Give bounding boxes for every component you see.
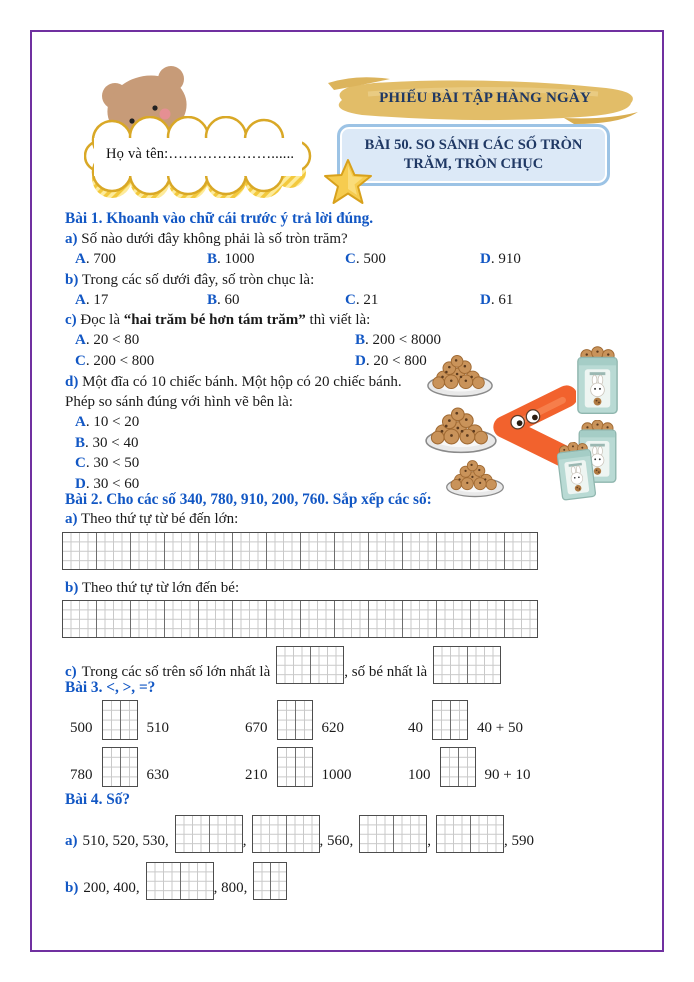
answer-grid-box — [146, 862, 214, 900]
option: D. 61 — [480, 291, 514, 308]
option: C. 500 — [345, 251, 386, 268]
option: D. 20 < 800 — [355, 353, 427, 370]
question-1c-text-suffix: thì viết là: — [305, 312, 371, 329]
compare-item: 100 90 + 10 — [408, 747, 643, 787]
answer-grid-box — [440, 747, 476, 787]
option: A. 700 — [75, 251, 116, 268]
answer-grid-box — [253, 862, 287, 900]
answer-grid-box — [436, 815, 504, 853]
exercise-4 — [65, 790, 643, 900]
answer-grid-box — [432, 700, 468, 740]
option: B. 60 — [207, 291, 240, 308]
question-2c: c) Trong các số trên số lớn nhất là , số bé nhất là — [65, 646, 643, 684]
exercise-1-title: Bài 1. Khoanh vào chữ cái trước ý trả lời đúng. — [65, 210, 374, 227]
question-1d-line1: d) Một đĩa có 10 chiếc bánh. Một hộp có 20 chiếc bánh. — [65, 373, 402, 390]
option: B. 200 < 8000 — [355, 332, 441, 349]
question-1d-line2: Phép so sánh đúng với hình vẽ bên là: — [65, 394, 293, 411]
option: C. 200 < 800 — [75, 353, 155, 370]
question-4b: b) 200, 400, , 800, — [65, 862, 643, 900]
lesson-title: BÀI 50. SO SÁNH CÁC SỐ TRÒN TRĂM, TRÒN CHỤC — [364, 137, 583, 172]
answer-grid-box — [102, 747, 138, 787]
answer-grid-box — [277, 747, 313, 787]
exercise-3-grid — [65, 700, 643, 787]
cookie-carton-icon — [574, 346, 621, 416]
question-1d-label: d) — [65, 373, 79, 390]
comparison-figure — [424, 346, 642, 504]
option: B. 30 < 40 — [75, 434, 139, 451]
question-1a-text: Số nào dưới đây không phải là số tròn trăm? — [81, 231, 348, 248]
option: B. 1000 — [207, 251, 255, 268]
question-1a-label: a) — [65, 231, 78, 248]
question-2a: a) Theo thứ tự từ bé đến lớn: — [65, 511, 239, 528]
cookie-plate-icon — [426, 348, 494, 398]
option: A. 10 < 20 — [75, 414, 140, 431]
exercise-4-title: Bài 4. Số? — [65, 791, 131, 808]
option: A. 17 — [75, 291, 109, 308]
option: C. 30 < 50 — [75, 455, 140, 472]
question-1c-label: c) — [65, 312, 77, 329]
question-1a — [65, 229, 643, 249]
question-1b — [65, 270, 643, 290]
answer-grid-box — [277, 700, 313, 740]
exercise-2 — [65, 490, 643, 684]
question-1b-options — [65, 290, 643, 310]
cookie-plate-icon — [424, 400, 498, 454]
compare-item: 40 40 + 50 — [408, 700, 643, 740]
star-icon — [323, 158, 373, 206]
compare-item: 210 1000 — [245, 747, 408, 787]
exercise-3 — [65, 678, 643, 787]
question-1b-text: Trong các số dưới đây, số tròn chục là: — [81, 271, 315, 288]
question-1b-label: b) — [65, 271, 79, 288]
exercise-3-title: Bài 3. <, >, =? — [65, 679, 156, 696]
question-1c-text-prefix: Đọc là — [80, 312, 124, 329]
compare-item: 670 620 — [245, 700, 408, 740]
compare-item: 500 510 — [70, 700, 245, 740]
option: D. 30 < 60 — [75, 475, 140, 492]
question-1c — [65, 310, 643, 330]
sheet-title: PHIẾU BÀI TẬP HÀNG NGÀY — [379, 90, 591, 106]
answer-grid-box — [252, 815, 320, 853]
name-field-label: Họ và tên:…………………...... — [106, 146, 295, 162]
option: D. 910 — [480, 251, 521, 268]
lesson-title-box — [337, 124, 610, 186]
answer-grid-strip — [62, 532, 538, 570]
option: A. 20 < 80 — [75, 332, 140, 349]
question-1a-options — [65, 249, 643, 269]
compare-item: 780 630 — [70, 747, 245, 787]
name-field-cloud — [84, 116, 312, 198]
answer-grid-box — [175, 815, 243, 853]
answer-grid-strip — [62, 600, 538, 638]
question-4a: a) 510, 520, 530, , , 560, , , 590 — [65, 815, 643, 853]
option: C. 21 — [345, 291, 379, 308]
question-2b: b) Theo thứ tự từ lớn đến bé: — [65, 579, 240, 596]
answer-grid-box — [359, 815, 427, 853]
answer-grid-box — [102, 700, 138, 740]
question-1c-text-bold: “hai trăm bé hơn tám trăm” — [123, 312, 306, 329]
exercise-2-title: Bài 2. Cho các số 340, 780, 910, 200, 760. Sắp xếp các số: — [65, 491, 432, 508]
